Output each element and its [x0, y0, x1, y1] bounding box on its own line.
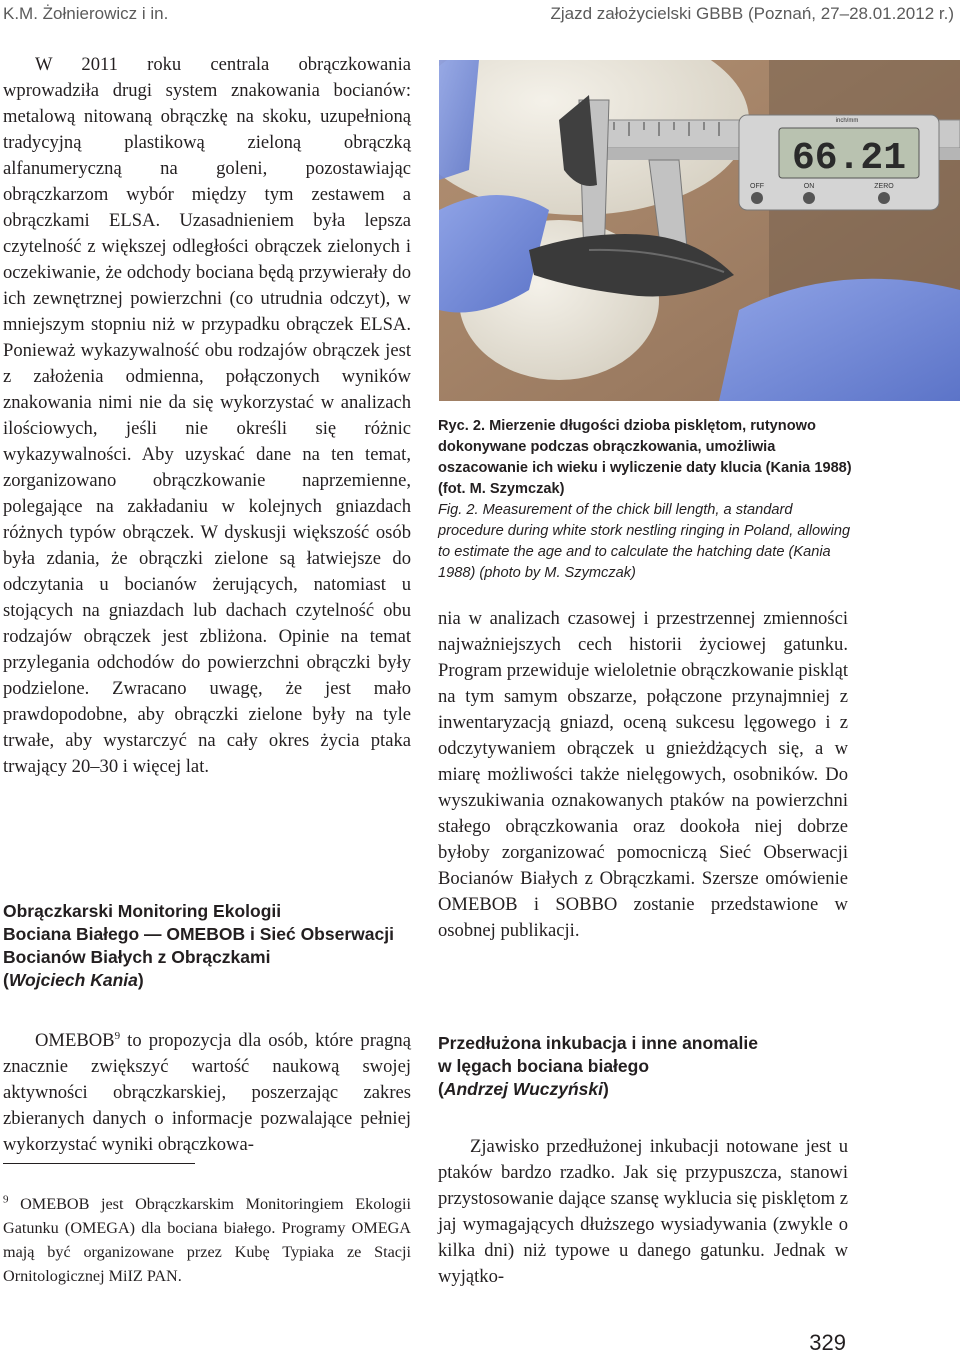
omebob-intro [3, 1028, 411, 1158]
paren-close: ) [137, 970, 144, 990]
caliper-on-label: ON [803, 183, 815, 190]
caliper-reading: 66.21 [791, 137, 907, 180]
photo-illustration [439, 60, 960, 401]
heading-author: Andrzej Wuczyński [443, 1079, 603, 1099]
figure-caption [438, 416, 853, 584]
caliper-unit-label: inch/mm [835, 118, 859, 124]
heading-line: Bocianów Białych z Obrączkami [3, 947, 271, 967]
right-column-continuation [438, 606, 848, 944]
footnote-number: 9 [3, 1193, 9, 1206]
heading-author: Wojciech Kania [8, 970, 138, 990]
left-column-body [3, 52, 411, 780]
incubation-body [438, 1134, 848, 1290]
continuation-paragraph: nia w analizach czasowej i przestrzennej zmienności najważniejszych cech historii życiowej gatunku. Program przewiduje wieloletnie obrączkowanie piskląt na tym samym obszarze, połączone przynajmniej z inwentaryzacją gniazd, oceną sukcesu lęgowego i z odczytywaniem obrączek u gnieżdżących się, a w miarę możliwości także nielęgowych, osobników. Do wyszukiwania oznakowanych ptaków na powierzchni stałego obrączkowania oraz dookoła niej dobrze byłoby zorganizować pomocniczą Sieć Obserwacji Bocianów Białych z Obrączkami. Szersze omówienie OMEBOB i SOBBO zostanie przedstawione w osobnej publikacji. [438, 608, 848, 941]
omebob-paragraph [3, 1028, 411, 1158]
heading-author-line [438, 1078, 858, 1101]
figure-photo-bill-measurement [439, 60, 960, 401]
heading-line: Obrączkarski Monitoring Ekologii [3, 901, 282, 921]
section-heading-incubation [438, 1032, 858, 1101]
section-heading-omebob [3, 900, 423, 992]
footnote-rule [3, 1163, 195, 1164]
caliper-zero-label: ZERO [874, 183, 894, 190]
paren-open: ( [3, 970, 9, 990]
heading-line: w lęgach bociana białego [438, 1056, 650, 1076]
footnote [3, 1192, 411, 1288]
heading-author-line [3, 969, 423, 992]
omebob-term: OMEBOB [35, 1030, 115, 1051]
caption-english: Fig. 2. Measurement of the chick bill length, a standard procedure during white stork nestling ringing in Poland, allowing to estimate the age and to calculate the hatching date (Kania 1988) (photo by M. Szymczak) [438, 502, 851, 581]
body-paragraph: W 2011 roku centrala obrączkowania wprowadziła drugi system znakowania bocianów: metalową nitowaną obrączkę na skoku, uzupełnioną tradycyjną plastikową zieloną obrączką alfanumeryczną na goleni, pozostawiając obrączkarzom wybór między tym zestawem a obrączkami ELSA. Uzasadnieniem była lepsza czytelność z większej odległości obrączek zielonych i oczekiwanie, że odchody bociana będą przywierały do ich zewnętrznej powierzchni (co utrudnia odczyt), w mniejszym stopniu niż w przypadku obrączek ELSA. Ponieważ wykazywalność obu rodzajów obrączek jest z założenia odmienna, połączonych wyników znakowania nimi nie da się wykorzystać w analizach ilościowych, jeśli nie określi się różnic wykazywalności. Aby uzyskać dane na ten temat, zorganizowano obrączkowanie naprzemienne, polegające na zakładaniu w kolejnych gniazdach różnych typów obrączek. W dyskusji większość osób była zdania, że obrączki zielone są łatwiejsze do odczytania u bocianów żerujących, natomiast u stojących na gniazdach lub dachach czytelność obu rodzajów obrączek jest zbliżona. Opinie na temat przylegania odchodów do powierzchni obrączki były podzielone. Zwracano uwagę, że jest mało prawdopodobne, aby obrączki zielone były na tyle trwałe, aby wystarczyć na cały okres życia ptaka trwający 20–30 i więcej lat. [3, 54, 411, 777]
omebob-text: to propozycja dla osób, które pragną znacznie zwiększyć wartość naukową swojej aktywności obrączkarskiej, poszerzając zakres zbieranych danych o informacje pozwalające pełniej wykorzystać wyniki obrączkowa- [3, 1030, 411, 1155]
heading-line: Przedłużona inkubacja i inne anomalie [438, 1033, 758, 1053]
caption-polish: Ryc. 2. Mierzenie długości dzioba pisklętom, rutynowo dokonywane podczas obrączkowania, umożliwia oszacowanie ich wieku i wyliczenie daty klucia (Kania 1988) (fot. M. Szymczak) [438, 418, 852, 497]
footnote-text: OMEBOB jest Obrączkarskim Monitoringiem Ekologii Gatunku (OMEGA) dla bociana białego. Programy OMEGA mają być organizowane przez Kubę Typiaka ze Stacji Ornitologicznej MiIZ PAN. [3, 1195, 411, 1285]
caliper-off-label: OFF [750, 183, 764, 190]
page-number: 329 [809, 1330, 846, 1355]
paren-open: ( [438, 1079, 444, 1099]
running-header-authors: K.M. Żołnierowicz i in. [3, 4, 169, 23]
running-header-conference: Zjazd założycielski GBBB (Poznań, 27–28.01.2012 r.) [550, 4, 954, 23]
footnote-ref: 9 [114, 1029, 121, 1042]
incubation-paragraph: Zjawisko przedłużonej inkubacji notowane jest u ptaków bardzo rzadko. Jak się przypuszcza, stanowi przystosowanie dające szansę wyklucia się pisklętom z jaj wymagających dłuższego wysiadywania (zwykle o kilka dni) niż typowe u danego gatunku. Jednak w wyjątko- [438, 1136, 848, 1287]
paren-close: ) [603, 1079, 609, 1099]
heading-line: Bociana Białego — OMEBOB i Sieć Obserwacji [3, 924, 394, 944]
